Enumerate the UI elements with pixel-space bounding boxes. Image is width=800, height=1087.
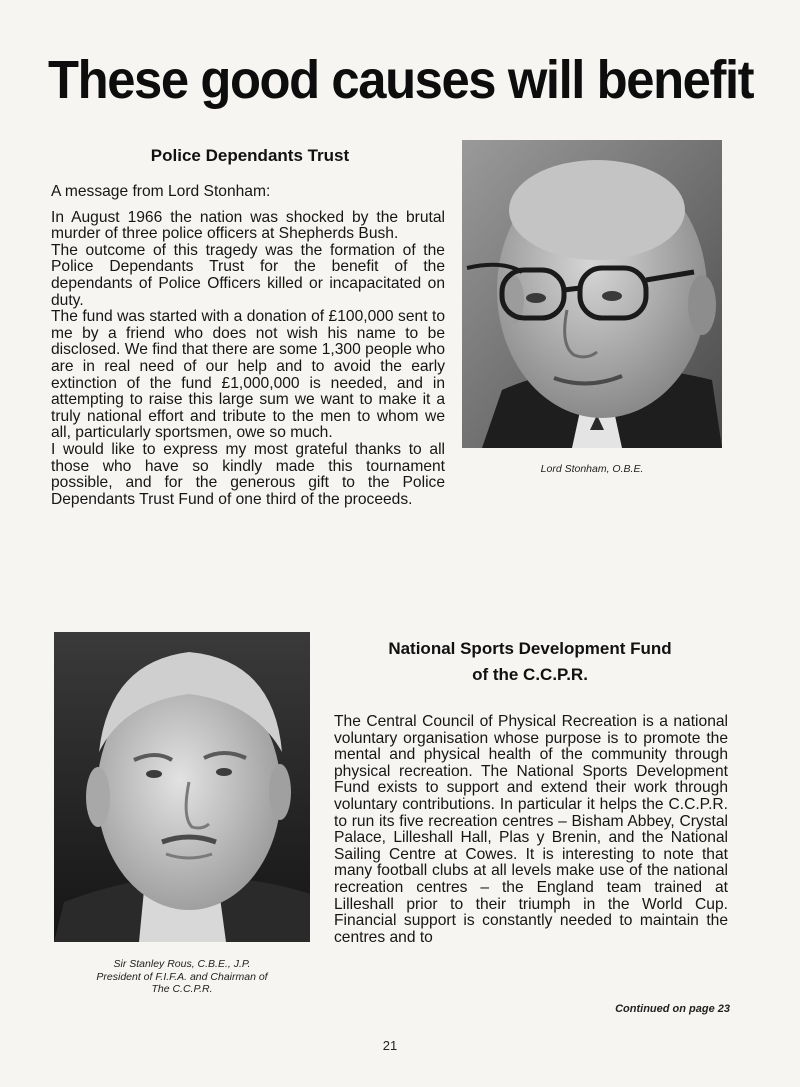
- caption-line-3: The C.C.P.R.: [151, 983, 213, 995]
- portrait-illustration: [54, 632, 310, 942]
- section-title-line-2: of the C.C.P.R.: [472, 665, 588, 684]
- sports-fund-paragraph: The Central Council of Physical Recreation is a national voluntary organisation whose purpose is to promote the mental and physical health of the community through physical recreation. The National Sports Development Fund exists to support and extend their work through voluntary contributions. In particular it helps the C.C.P.R. to run its five recreation centres – Bisham Abbey, Crystal Palace, Lilleshall Hall, Plas y Brenin, and the National Sailing Centre at Cowes. It is interesting to note that many football clubs at all levels make use of the national recreation centres – the England team trained at Lilleshall prior to their triumph in the World Cup. Financial support is constantly needed to maintain the centres and to: [334, 713, 728, 946]
- section-title-line-1: National Sports Development Fund: [388, 639, 672, 658]
- caption-line-1: Sir Stanley Rous, C.B.E., J.P.: [113, 958, 251, 970]
- page-headline: These good causes will benefit: [48, 50, 754, 110]
- section-title-police-trust: Police Dependants Trust: [150, 146, 350, 165]
- page-number: 21: [382, 1038, 398, 1053]
- photo-sir-stanley-rous: [54, 632, 310, 942]
- section-police-trust-body: [51, 184, 445, 508]
- caption-lord-stonham: Lord Stonham, O.B.E.: [540, 463, 644, 475]
- caption-line-2: President of F.I.F.A. and Chairman of: [96, 970, 268, 983]
- section-sports-fund-body: [334, 714, 728, 946]
- continued-note: Continued on page 23: [615, 1003, 730, 1015]
- paragraph-4: I would like to express my most grateful thanks to all those who have so kindly made this tournament possible, and for the generous gift to the Police Dependants Trust Fund of one third of the proceeds.: [51, 440, 445, 508]
- section-title-sports-fund: [350, 636, 710, 688]
- intro-line: A message from Lord Stonham:: [51, 183, 271, 200]
- paragraph-2: The outcome of this tragedy was the formation of the Police Dependants Trust for the benefit of the dependants of Police Officers killed or incapacitated on duty.: [51, 241, 445, 309]
- caption-sir-stanley-rous: [54, 958, 310, 996]
- paragraph-1: In August 1966 the nation was shocked by the brutal murder of three police officers at Shepherds Bush.: [51, 208, 445, 243]
- portrait-illustration: [462, 140, 722, 448]
- paragraph-3: The fund was started with a donation of £100,000 sent to me by a friend who does not wish his name to be disclosed. We find that there are some 1,300 people who are in real need of our help and to avoid the early extinction of the fund £1,000,000 is needed, and in attempting to raise this large sum we want to make it a truly national effort and tribute to the men to whom we all, particularly sportsmen, owe so much.: [51, 308, 445, 442]
- photo-lord-stonham: [462, 140, 722, 448]
